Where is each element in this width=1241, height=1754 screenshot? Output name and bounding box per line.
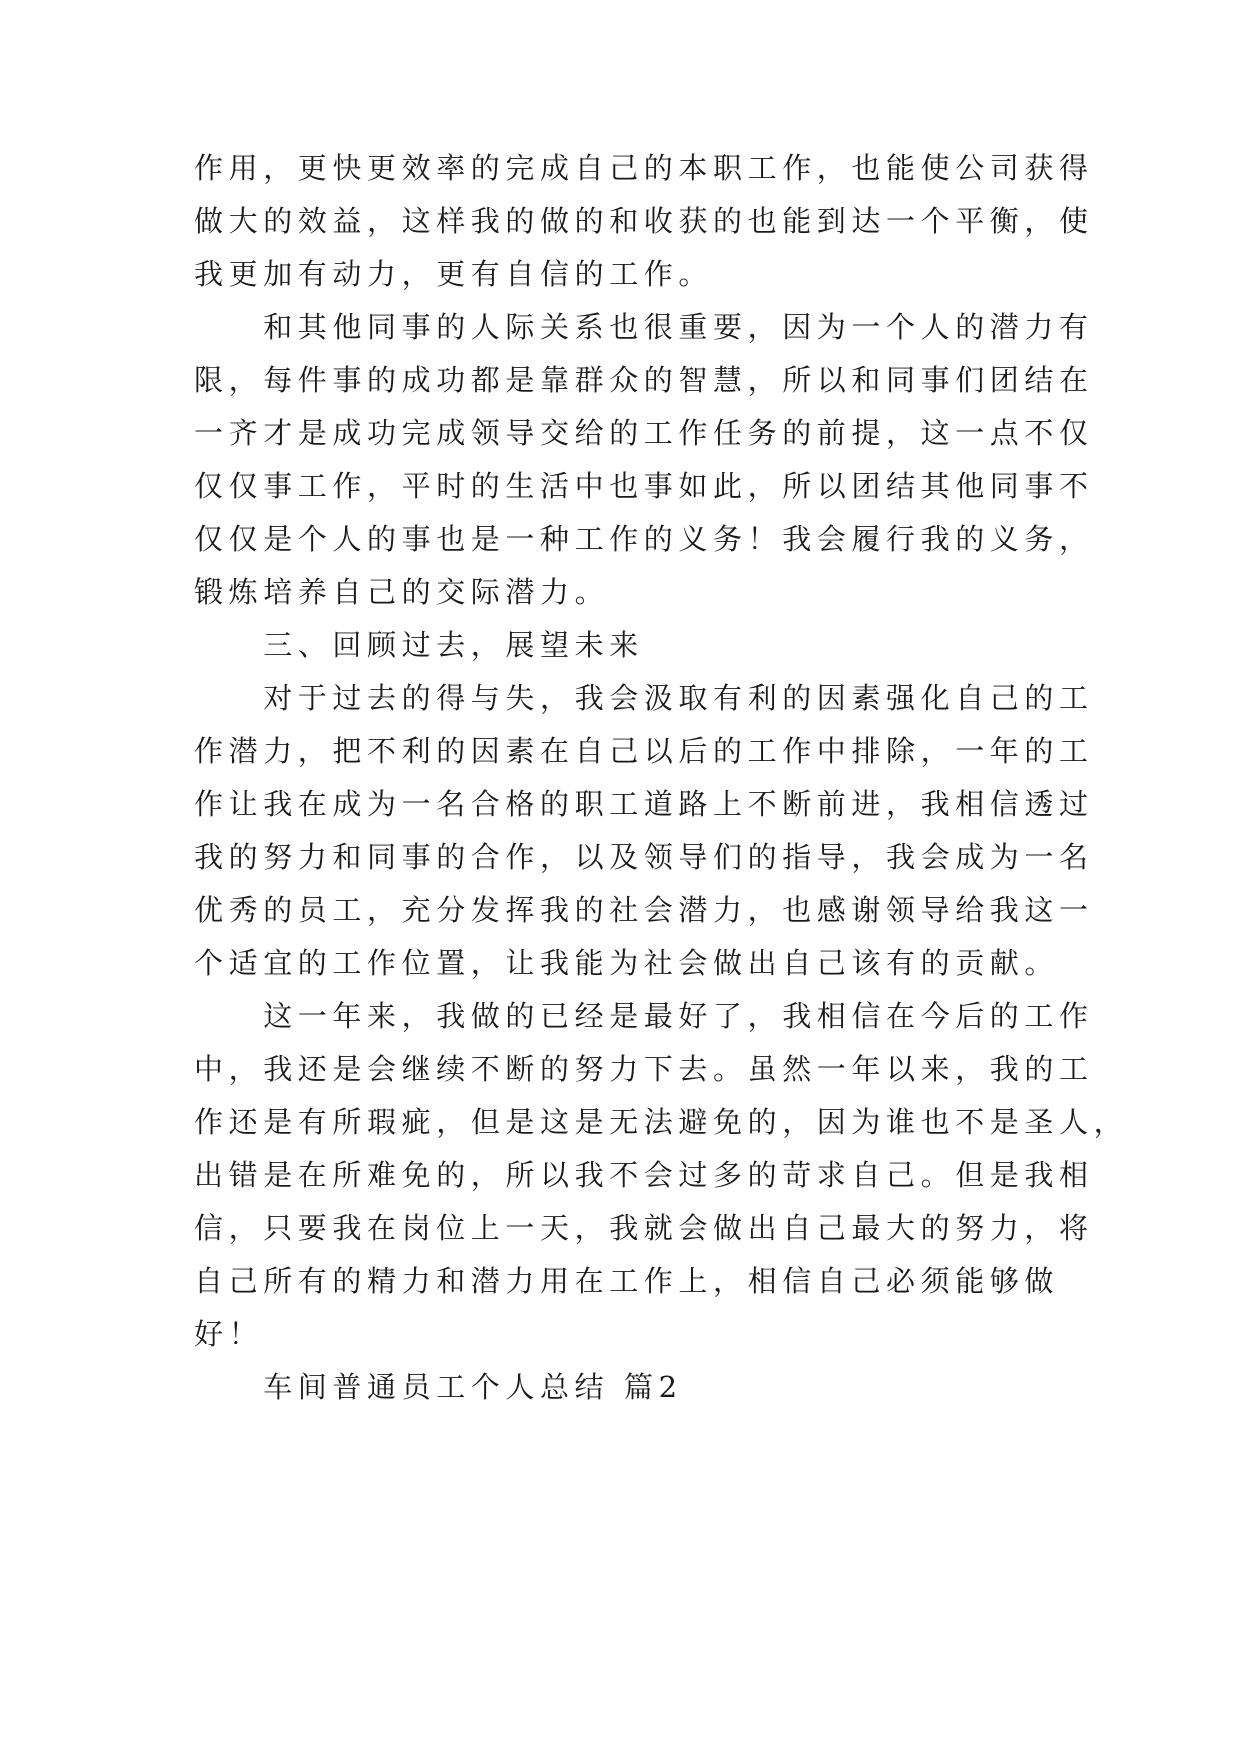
paragraph-line: 仅仅事工作，平时的生活中也事如此，所以团结其他同事不 xyxy=(194,469,1094,503)
paragraph-line: 做大的效益，这样我的做的和收获的也能到达一个平衡，使 xyxy=(194,204,1094,238)
paragraph-line: 对于过去的得与失，我会汲取有利的因素强化自己的工 xyxy=(194,681,1094,715)
paragraph-line: 作潜力，把不利的因素在自己以后的工作中排除，一年的工 xyxy=(194,734,1094,768)
paragraph-line: 这一年来，我做的已经是最好了，我相信在今后的工作 xyxy=(194,999,1094,1033)
section-heading: 三、回顾过去，展望未来 xyxy=(194,628,644,662)
paragraph-line: 自己所有的精力和潜力用在工作上，相信自己必须能够做 xyxy=(194,1264,1060,1298)
paragraph-line: 锻炼培养自己的交际潜力。 xyxy=(194,575,610,609)
paragraph-line: 优秀的员工，充分发挥我的社会潜力，也感谢领导给我这一 xyxy=(194,893,1094,927)
paragraph-line: 作用，更快更效率的完成自己的本职工作，也能使公司获得 xyxy=(194,151,1094,185)
paragraph-line: 和其他同事的人际关系也很重要，因为一个人的潜力有 xyxy=(194,310,1094,344)
paragraph-line: 仅仅是个人的事也是一种工作的义务！我会履行我的义务， xyxy=(194,522,1094,556)
paragraph-line: 好！ xyxy=(194,1317,264,1351)
paragraph-line: 出错是在所难免的，所以我不会过多的苛求自己。但是我相 xyxy=(194,1158,1094,1192)
paragraph-line: 限，每件事的成功都是靠群众的智慧，所以和同事们团结在 xyxy=(194,363,1094,397)
section-title: 车间普通员工个人总结 篇2 xyxy=(194,1370,683,1404)
paragraph-line: 作还是有所瑕疵，但是这是无法避免的，因为谁也不是圣人， xyxy=(194,1105,1129,1139)
paragraph-line: 一齐才是成功完成领导交给的工作任务的前提，这一点不仅 xyxy=(194,416,1094,450)
paragraph-line: 信，只要我在岗位上一天，我就会做出自己最大的努力，将 xyxy=(194,1211,1094,1245)
paragraph-line: 作让我在成为一名合格的职工道路上不断前进，我相信透过 xyxy=(194,787,1094,821)
paragraph-line: 中，我还是会继续不断的努力下去。虽然一年以来，我的工 xyxy=(194,1052,1094,1086)
paragraph-line: 我的努力和同事的合作，以及领导们的指导，我会成为一名 xyxy=(194,840,1094,874)
paragraph-line: 我更加有动力，更有自信的工作。 xyxy=(194,257,714,291)
paragraph-line: 个适宜的工作位置，让我能为社会做出自己该有的贡献。 xyxy=(194,946,1060,980)
